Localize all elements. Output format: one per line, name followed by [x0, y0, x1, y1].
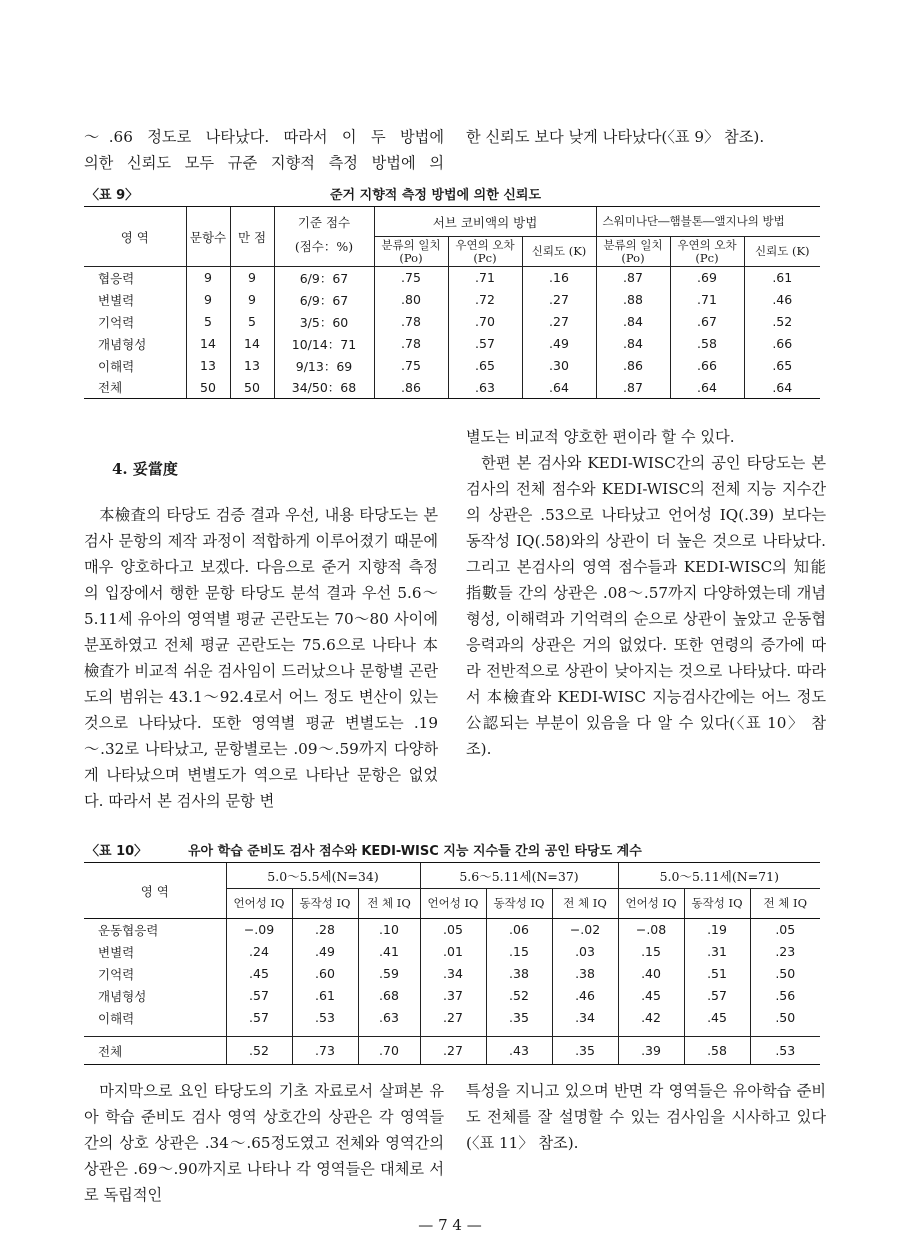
table10-spacer-cell: [358, 1029, 420, 1037]
table10-subheader: 동작성 IQ: [684, 889, 750, 919]
table9-header-area: [84, 207, 186, 267]
table9-cell-cutoff: 34/50：68: [274, 377, 374, 399]
table10-subheader: 동작성 IQ: [486, 889, 552, 919]
table10-subheader: 언어성 IQ: [226, 889, 292, 919]
table9-cell-value: .63: [448, 377, 522, 399]
table9-cell-value: .66: [670, 355, 744, 377]
table10-total-value: .27: [420, 1037, 486, 1065]
table9-cell-full: 50: [230, 377, 274, 399]
table10-spacer-cell: [292, 1029, 358, 1037]
table9-cell-value: .86: [374, 377, 448, 399]
table10-body: [84, 919, 820, 1065]
table9-cell-cutoff: 6/9：67: [274, 267, 374, 289]
table10-cell-value: .57: [226, 1007, 292, 1029]
table9-cell-value: .75: [374, 267, 448, 289]
table9-cell-value: .27: [522, 289, 596, 311]
table10-total-value: .35: [552, 1037, 618, 1065]
table9-cell-value: .71: [448, 267, 522, 289]
table9-sub-3-text: 분류의 일치(Po): [603, 237, 663, 265]
table10-cell-value: .35: [486, 1007, 552, 1029]
table9: [84, 206, 820, 399]
table9-sub-4-text: 우연의 오차(Pc): [677, 237, 737, 265]
table9-cell-value: .64: [744, 377, 820, 399]
top-left-line-2: 의한 신뢰도 모두 규준 지향적 측정 방법에 의: [84, 154, 444, 172]
table9-header-cutoff-unit: [274, 237, 374, 267]
table10-cell-value: .19: [684, 919, 750, 941]
table9-cell-area: 개념형성: [98, 336, 147, 352]
table10-total-value: .73: [292, 1037, 358, 1065]
table9-header-cutoff-text: 기준 점수: [297, 214, 351, 230]
table9-row: [84, 377, 820, 399]
table9-sub-2-text: 신뢰도 (K): [531, 244, 587, 258]
table10-cell-value: −.02: [552, 919, 618, 941]
table9-cell-value: .57: [448, 333, 522, 355]
table9-cell-value: .16: [522, 267, 596, 289]
page-number: — 7 4 —: [418, 1216, 482, 1234]
table9-sub-0-text: 분류의 일치(Po): [381, 237, 441, 265]
table10-cell-value: .63: [358, 1007, 420, 1029]
table10-spacer-cell: [552, 1029, 618, 1037]
table9-cell-area: 이해력: [98, 358, 135, 374]
table10-subheader: 언어성 IQ: [420, 889, 486, 919]
table9-cell-items: 50: [186, 377, 230, 399]
table9-cell-full: 5: [230, 311, 274, 333]
table10-cell-value: .57: [684, 985, 750, 1007]
table10-subheader: 전 체 IQ: [358, 889, 420, 919]
table10-cell-area: 운동협응력: [98, 922, 159, 938]
table10-header-area-text: 영 역: [140, 883, 169, 899]
table9-header-group2: [596, 207, 820, 237]
table10-cell-value: .57: [226, 985, 292, 1007]
table10-spacer-cell: [486, 1029, 552, 1037]
table10-subheader: 언어성 IQ: [618, 889, 684, 919]
table10-cell-value: .49: [292, 941, 358, 963]
table9-cell-value: .80: [374, 289, 448, 311]
table10-total-value: .53: [750, 1037, 820, 1065]
table10-spacer-cell: [84, 1029, 226, 1037]
table9-header-full: [230, 207, 274, 267]
table10-cell-value: .59: [358, 963, 420, 985]
top-right-text: [466, 124, 826, 150]
table9-cell-value: .75: [374, 355, 448, 377]
table10-cell-value: .41: [358, 941, 420, 963]
table10-cell-value: .37: [420, 985, 486, 1007]
table9-row: [84, 311, 820, 333]
table9-sub-3: [596, 237, 670, 267]
table10-row: [84, 919, 820, 941]
table9-body: [84, 267, 820, 399]
table10-cell-value: .52: [486, 985, 552, 1007]
table10-total-value: .70: [358, 1037, 420, 1065]
table9-cell-value: .72: [448, 289, 522, 311]
table10-cell-value: .15: [486, 941, 552, 963]
top-left-text: [84, 124, 444, 176]
table10-group-2-text: 5.0～5.11세(N=71): [659, 868, 779, 884]
table9-row: [84, 333, 820, 355]
table9-header-items: [186, 207, 230, 267]
table9-cell-area: 협응력: [84, 267, 186, 289]
table9-row: [84, 267, 820, 289]
table10-cell-value: .53: [292, 1007, 358, 1029]
table9-header-full-text: 만 점: [237, 229, 267, 245]
left-paragraph-text: 本檢査의 타당도 검증 결과 우선, 내용 타당도는 본검사 문항의 제작 과정이 적합하게 이루어졌기 때문에 매우 양호하다고 보겠다. 다음으로 준거 지향적 측정의 입장에서 행한 문항 타당도 분석 결과 우선 5.6～5.11세 유아의 영역별 평균 곤란도는 70～80 사이에 분포하였고 전체 평균 곤란도는 75.6으로 나타나 本檢査가 비교적 쉬운 검사임이 드러났으나 문항별 곤란도의 범위는 43.1～92.4로서 어느 정도 변산이 있는 것으로 나타났다. 또한 영역별 평균 변별도는 .19～.32로 나타났고, 문항별로는 .09～.59까지 다양하게 나타났으며 변별도가 역으로 나타난 문항은 없었다. 따라서 본 검사의 문항 변: [84, 506, 438, 810]
table9-cell-cutoff: 10/14：71: [274, 333, 374, 355]
table10-spacer-cell: [226, 1029, 292, 1037]
table10-cell-value: .60: [292, 963, 358, 985]
table9-sub-5-text: 신뢰도 (K): [754, 244, 810, 258]
table10-spacer-cell: [684, 1029, 750, 1037]
table9-cell-cutoff: 3/5：60: [274, 311, 374, 333]
table10-cell-value: .61: [292, 985, 358, 1007]
table10-row: [84, 941, 820, 963]
table10-cell-value: .50: [750, 1007, 820, 1029]
table9-cell-full: 9: [230, 267, 274, 289]
table9-cell-cutoff: 9/13：69: [274, 355, 374, 377]
table10: [84, 862, 820, 1065]
table10-total-row: [84, 1037, 820, 1065]
right-paragraph-1: 별도는 비교적 양호한 편이라 할 수 있다.: [466, 428, 735, 446]
table10-row: [84, 985, 820, 1007]
table9-cell-value: .87: [596, 377, 670, 399]
table10-cell-value: .42: [618, 1007, 684, 1029]
table9-sub-0: [374, 237, 448, 267]
table10-group-1-text: 5.6～5.11세(N=37): [459, 868, 579, 884]
top-right-line: 한 신뢰도 보다 낮게 나타났다(〈표 9〉 참조).: [466, 128, 765, 146]
table10-cell-value: .31: [684, 941, 750, 963]
table9-cell-cutoff: 6/9：67: [274, 289, 374, 311]
table10-subheader: 전 체 IQ: [552, 889, 618, 919]
table9-header-area-text: 영 역: [120, 229, 149, 245]
table9-row: [84, 355, 820, 377]
table9-cell-value: .30: [522, 355, 596, 377]
table10-spacer-row: [84, 1029, 820, 1037]
section-heading: 4. 妥當度: [112, 460, 178, 478]
table10-cell-value: −.09: [226, 919, 292, 941]
table9-cell-items: 9: [186, 289, 230, 311]
table9-cell-area: 기억력: [98, 314, 135, 330]
table10-group-2: [618, 863, 820, 889]
table10-subheader: 전 체 IQ: [750, 889, 820, 919]
table9-row: [84, 289, 820, 311]
top-left-line-1: ～.66 정도로 나타났다. 따라서 이 두 방법에: [84, 128, 444, 146]
table10-group-1: [420, 863, 618, 889]
table9-header-items-text: 문항수: [189, 229, 227, 245]
table10-total-value: .39: [618, 1037, 684, 1065]
table9-cell-value: .69: [670, 267, 744, 289]
bottom-left-paragraph: 마지막으로 요인 타당도의 기초 자료로서 살펴본 유아 학습 준비도 검사 영역 상호간의 상관은 각 영역들 간의 상호 상관은 .34～.65정도였고 전체와 영역간의 상관은 .69～.90까지로 나타나 각 영역들은 대체로 서로 독립적인: [84, 1082, 444, 1204]
table10-total-value: .43: [486, 1037, 552, 1065]
table10-total-area: 전체: [84, 1037, 226, 1065]
table10-cell-value: .28: [292, 919, 358, 941]
right-paragraph-2: 한편 본 검사와 KEDI-WISC간의 공인 타당도는 본검사의 전체 점수와 KEDI-WISC의 전체 지능 지수간의 상관은 .53으로 나타났고 언어성 IQ(.39) 보다는 동작성 IQ(.58)와의 상관이 더 높은 것으로 나타났다. 그리고 본검사의 영역 점수들과 KEDI-WISC의 知能指數들 간의 상관은 .08～.57까지 다양하였는데 개념 형성, 이해력과 기억력의 순으로 상관이 높았고 운동협응력과의 상관은 거의 없었다. 또한 연령의 증가에 따라 전반적으로 상관이 낮아지는 것으로 나타났다. 따라서 本檢査와 KEDI-WISC 지능검사간에는 어느 정도 公認되는 부분이 있음을 다 알 수 있다(〈표 10〉 참조).: [466, 454, 826, 758]
table9-cell-items: 14: [186, 333, 230, 355]
table10-spacer-cell: [750, 1029, 820, 1037]
table10-cell-value: .05: [420, 919, 486, 941]
table10-row: [84, 1007, 820, 1029]
table9-title: 준거 지향적 측정 방법에 의한 신뢰도: [330, 188, 541, 203]
table9-cell-value: .84: [596, 333, 670, 355]
table10-cell-area: 변별력: [98, 944, 135, 960]
table10-cell-value: .40: [618, 963, 684, 985]
table10-cell-value: .01: [420, 941, 486, 963]
table10-cell-value: .46: [552, 985, 618, 1007]
table10-cell-value: .06: [486, 919, 552, 941]
table10-cell-value: .38: [552, 963, 618, 985]
table10-cell-value: .50: [750, 963, 820, 985]
table9-header-cutoff: [274, 207, 374, 237]
table10-cell-area: 개념형성: [98, 988, 147, 1004]
table9-cell-value: .71: [670, 289, 744, 311]
table10-group-0-text: 5.0～5.5세(N=34): [267, 868, 379, 884]
table9-cell-value: .88: [596, 289, 670, 311]
table10-group-0: [226, 863, 420, 889]
table9-cell-value: .87: [596, 267, 670, 289]
table10-spacer-cell: [420, 1029, 486, 1037]
table9-cell-value: .70: [448, 311, 522, 333]
table9-cell-full: 14: [230, 333, 274, 355]
table10-total-value: .58: [684, 1037, 750, 1065]
table9-header-cutoff-unit-text: (점수：%): [294, 238, 354, 254]
table10-cell-value: .23: [750, 941, 820, 963]
table10-cell-value: .45: [226, 963, 292, 985]
bottom-right-text: [466, 1078, 826, 1156]
table9-header-group1-text: 서브 코비액의 방법: [432, 214, 538, 230]
table10-title: 유아 학습 준비도 검사 점수와 KEDI-WISC 지능 지수들 간의 공인 타당도 계수: [188, 844, 642, 859]
table10-cell-value: .27: [420, 1007, 486, 1029]
table10-cell-value: .38: [486, 963, 552, 985]
table9-cell-value: .65: [744, 355, 820, 377]
table10-cell-value: .34: [552, 1007, 618, 1029]
table9-cell-full: 9: [230, 289, 274, 311]
table10-cell-area: 기억력: [98, 966, 135, 982]
table9-cell-value: .78: [374, 333, 448, 355]
table10-cell-value: .15: [618, 941, 684, 963]
table9-header-group2-text: 스워미나단―햄블톤―앨지나의 방법: [602, 214, 785, 228]
bottom-left-text: [84, 1078, 444, 1208]
table9-cell-items: 9: [186, 267, 230, 289]
table9-cell-value: .65: [448, 355, 522, 377]
table9-cell-items: 13: [186, 355, 230, 377]
table9-sub-1: [448, 237, 522, 267]
table10-cell-value: .03: [552, 941, 618, 963]
table10-label: 〈표 10〉: [86, 844, 148, 859]
table9-cell-value: .64: [670, 377, 744, 399]
table9-cell-value: .58: [670, 333, 744, 355]
table10-cell-value: .68: [358, 985, 420, 1007]
table9-cell-area: 전체: [84, 377, 186, 399]
table9-cell-area: 변별력: [98, 292, 135, 308]
table9-cell-value: .61: [744, 267, 820, 289]
table10-subheader: 동작성 IQ: [292, 889, 358, 919]
table10-total-value: .52: [226, 1037, 292, 1065]
table9-cell-value: .64: [522, 377, 596, 399]
table9-cell-value: .27: [522, 311, 596, 333]
table9-header-group1: [374, 207, 596, 237]
left-paragraph: [84, 502, 438, 814]
table9-sub-5: [744, 237, 820, 267]
table10-cell-value: .51: [684, 963, 750, 985]
table10-cell-value: .10: [358, 919, 420, 941]
table10-row: [84, 963, 820, 985]
table9-cell-value: .78: [374, 311, 448, 333]
table10-header-area: [84, 863, 226, 919]
table9-cell-value: .49: [522, 333, 596, 355]
table9-label: 〈표 9〉: [86, 188, 139, 203]
table10-cell-value: .24: [226, 941, 292, 963]
table9-cell-items: 5: [186, 311, 230, 333]
table10-cell-value: .45: [684, 1007, 750, 1029]
right-paragraphs: [466, 424, 826, 762]
table9-sub-2: [522, 237, 596, 267]
table10-cell-value: .56: [750, 985, 820, 1007]
bottom-right-paragraph: 특성을 지니고 있으며 반면 각 영역들은 유아학습 준비도 전체를 잘 설명할 수 있는 검사임을 시사하고 있다(〈표 11〉 참조).: [466, 1082, 826, 1152]
table10-cell-value: .34: [420, 963, 486, 985]
table9-sub-4: [670, 237, 744, 267]
table10-cell-area: 이해력: [98, 1010, 135, 1026]
table9-cell-value: .66: [744, 333, 820, 355]
table9-cell-full: 13: [230, 355, 274, 377]
table9-cell-value: .86: [596, 355, 670, 377]
table9-cell-value: .84: [596, 311, 670, 333]
table9-sub-1-text: 우연의 오차(Pc): [455, 237, 515, 265]
table9-cell-value: .52: [744, 311, 820, 333]
table10-cell-value: .45: [618, 985, 684, 1007]
table9-cell-value: .67: [670, 311, 744, 333]
table10-spacer-cell: [618, 1029, 684, 1037]
table10-cell-value: −.08: [618, 919, 684, 941]
table10-cell-value: .05: [750, 919, 820, 941]
table9-cell-value: .46: [744, 289, 820, 311]
